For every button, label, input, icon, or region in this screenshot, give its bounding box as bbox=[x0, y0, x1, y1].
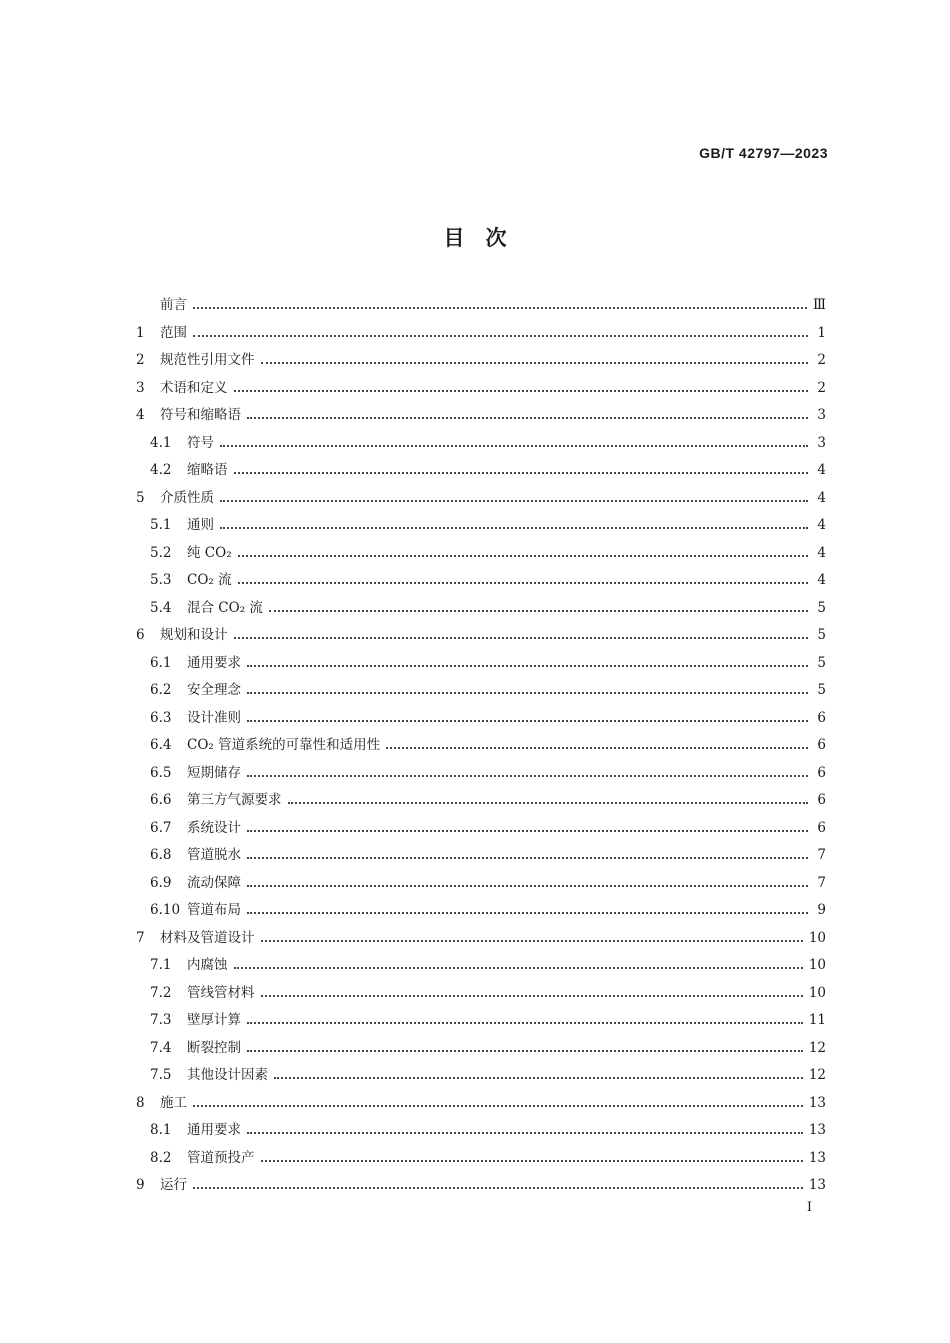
toc-entry-label: CO₂ 流 bbox=[187, 572, 232, 588]
dot-leader bbox=[193, 1187, 803, 1189]
toc-entry-number: 7.1 bbox=[150, 957, 172, 973]
dot-leader bbox=[247, 1050, 803, 1052]
dot-leader bbox=[193, 1105, 803, 1107]
toc-entry-page: 7 bbox=[817, 847, 826, 863]
toc-entry-page: 5 bbox=[817, 627, 826, 643]
toc-entry-number: 6.4 bbox=[150, 737, 172, 753]
toc-entry-label: 缩略语 bbox=[187, 462, 228, 478]
dot-leader bbox=[386, 747, 808, 749]
toc-entry[interactable] bbox=[136, 321, 826, 349]
toc-entry[interactable] bbox=[136, 981, 826, 1009]
dot-leader bbox=[220, 500, 808, 502]
toc-entry-page: 1 bbox=[817, 324, 826, 341]
dot-leader bbox=[261, 1160, 803, 1162]
toc-entry[interactable] bbox=[136, 1036, 826, 1064]
dot-leader bbox=[274, 1077, 803, 1079]
toc-entry[interactable] bbox=[136, 871, 826, 899]
toc-entry-number: 7.2 bbox=[150, 984, 172, 1001]
toc-entry[interactable] bbox=[136, 403, 826, 431]
toc-entry[interactable] bbox=[136, 651, 826, 679]
toc-entry-page: 6 bbox=[817, 737, 826, 753]
toc-entry-page: 3 bbox=[817, 434, 826, 451]
dot-leader bbox=[288, 802, 809, 804]
toc-entry[interactable] bbox=[136, 486, 826, 514]
dot-leader bbox=[193, 335, 808, 337]
toc-entry-page: 6 bbox=[817, 792, 826, 808]
dot-leader bbox=[238, 555, 808, 557]
toc-entry[interactable] bbox=[136, 1146, 826, 1174]
toc-entry-label: 壁厚计算 bbox=[187, 1012, 241, 1028]
toc-entry-page: 10 bbox=[808, 957, 826, 973]
toc-entry-number: 8.2 bbox=[150, 1149, 172, 1166]
toc-entry[interactable] bbox=[136, 293, 826, 321]
toc-entry-label: 管线管材料 bbox=[187, 984, 255, 1001]
toc-entry[interactable] bbox=[136, 733, 826, 761]
toc-entry-page: 13 bbox=[808, 1177, 826, 1193]
dot-leader bbox=[234, 637, 809, 639]
toc-entry-number: 6.6 bbox=[150, 792, 172, 808]
toc-entry[interactable] bbox=[136, 1118, 826, 1146]
toc-entry[interactable] bbox=[136, 596, 826, 624]
dot-leader bbox=[247, 692, 808, 694]
toc-entry-number: 2 bbox=[136, 352, 145, 368]
toc-entry-label: 管道预投产 bbox=[187, 1149, 255, 1166]
toc-entry-number: 6.10 bbox=[150, 902, 181, 918]
toc-entry-label: 其他设计因素 bbox=[187, 1067, 268, 1083]
dot-leader bbox=[238, 582, 808, 584]
toc-entry-label: 通用要求 bbox=[187, 1122, 241, 1138]
toc-entry[interactable] bbox=[136, 1008, 826, 1036]
toc-entry-label: 设计准则 bbox=[187, 709, 241, 726]
toc-entry-page: 13 bbox=[808, 1122, 826, 1138]
toc-entry-page: 6 bbox=[817, 764, 826, 781]
dot-leader bbox=[247, 775, 808, 777]
toc-entry[interactable] bbox=[136, 706, 826, 734]
toc-entry-number: 5 bbox=[136, 489, 145, 506]
toc-entry-label: 混合 CO₂ 流 bbox=[187, 599, 263, 616]
toc-entry-label: 断裂控制 bbox=[187, 1039, 241, 1056]
toc-entry-number: 4.1 bbox=[150, 434, 172, 451]
toc-entry-label: 前言 bbox=[160, 297, 187, 313]
toc-entry-number: 6.5 bbox=[150, 764, 172, 781]
toc-entry-label: 材料及管道设计 bbox=[160, 929, 255, 946]
toc-entry-number: 6.9 bbox=[150, 874, 172, 891]
toc-entry-page: 4 bbox=[817, 517, 826, 533]
toc-entry[interactable] bbox=[136, 816, 826, 844]
dot-leader bbox=[234, 472, 809, 474]
toc-entry-number: 8.1 bbox=[150, 1122, 172, 1138]
toc-entry-page: 11 bbox=[808, 1012, 826, 1028]
toc-entry-page: 6 bbox=[817, 709, 826, 726]
toc-entry-label: 管道脱水 bbox=[187, 847, 241, 863]
toc-entry-number: 7.4 bbox=[150, 1039, 172, 1056]
page-number: I bbox=[806, 1200, 812, 1215]
toc-entry-number: 6.3 bbox=[150, 709, 172, 726]
dot-leader bbox=[247, 1022, 803, 1024]
toc-entry[interactable] bbox=[136, 1173, 826, 1201]
toc-entry-label: 内腐蚀 bbox=[187, 957, 228, 973]
toc-entry-number: 6 bbox=[136, 627, 145, 643]
dot-leader bbox=[247, 665, 808, 667]
toc-entry[interactable] bbox=[136, 761, 826, 789]
toc-entry-number: 7 bbox=[136, 929, 145, 946]
toc-entry-page: 3 bbox=[817, 407, 826, 423]
toc-entry-number: 7.5 bbox=[150, 1067, 172, 1083]
toc-entry[interactable] bbox=[136, 788, 826, 816]
toc-entry-page: 4 bbox=[817, 462, 826, 478]
toc-entry-number: 4 bbox=[136, 407, 145, 423]
toc-entry[interactable] bbox=[136, 1063, 826, 1091]
toc-entry-label: CO₂ 管道系统的可靠性和适用性 bbox=[187, 737, 381, 753]
toc-entry-label: 通则 bbox=[187, 517, 214, 533]
toc-entry-number: 6.7 bbox=[150, 819, 172, 836]
toc-entry-number: 5.2 bbox=[150, 544, 172, 561]
toc-entry[interactable] bbox=[136, 1091, 826, 1119]
toc-entry-number: 1 bbox=[136, 324, 145, 341]
toc-entry-label: 第三方气源要求 bbox=[187, 792, 282, 808]
toc-entry-number: 6.2 bbox=[150, 682, 172, 698]
toc-entry-number: 5.1 bbox=[150, 517, 172, 533]
toc-entry[interactable] bbox=[136, 431, 826, 459]
toc-entry-page: 9 bbox=[817, 902, 826, 918]
toc-entry-label: 规范性引用文件 bbox=[160, 352, 255, 368]
toc-entry[interactable] bbox=[136, 568, 826, 596]
toc-entry-page: 4 bbox=[817, 489, 826, 506]
toc-entry-page: 6 bbox=[817, 819, 826, 836]
dot-leader bbox=[261, 940, 803, 942]
toc-entry[interactable] bbox=[136, 348, 826, 376]
toc-entry-page: Ⅲ bbox=[812, 297, 826, 313]
dot-leader bbox=[247, 720, 808, 722]
toc-entry-page: 7 bbox=[817, 874, 826, 891]
toc-entry[interactable] bbox=[136, 898, 826, 926]
toc-entry-number: 4.2 bbox=[150, 462, 172, 478]
table-of-contents bbox=[136, 293, 826, 1201]
toc-entry[interactable] bbox=[136, 678, 826, 706]
toc-entry-page: 4 bbox=[817, 544, 826, 561]
toc-entry-page: 10 bbox=[808, 984, 826, 1001]
toc-entry-page: 5 bbox=[817, 654, 826, 671]
standard-number: GB/T 42797—2023 bbox=[699, 145, 828, 161]
toc-entry[interactable] bbox=[136, 376, 826, 404]
toc-entry-label: 符号和缩略语 bbox=[160, 407, 241, 423]
toc-entry-label: 短期储存 bbox=[187, 764, 241, 781]
toc-entry-page: 5 bbox=[817, 599, 826, 616]
toc-entry[interactable] bbox=[136, 458, 826, 486]
toc-entry-page: 4 bbox=[817, 572, 826, 588]
toc-entry-label: 安全理念 bbox=[187, 682, 241, 698]
toc-entry-label: 运行 bbox=[160, 1177, 187, 1193]
toc-entry[interactable] bbox=[136, 541, 826, 569]
dot-leader bbox=[193, 307, 807, 309]
toc-entry-label: 通用要求 bbox=[187, 654, 241, 671]
dot-leader bbox=[220, 445, 808, 447]
toc-entry-label: 系统设计 bbox=[187, 819, 241, 836]
dot-leader bbox=[247, 857, 808, 859]
toc-entry[interactable] bbox=[136, 843, 826, 871]
toc-entry-number: 6.8 bbox=[150, 847, 172, 863]
toc-entry-number: 6.1 bbox=[150, 654, 172, 671]
dot-leader bbox=[269, 610, 808, 612]
toc-entry-page: 10 bbox=[808, 929, 826, 946]
toc-entry-label: 规划和设计 bbox=[160, 627, 228, 643]
toc-title: 目 次 bbox=[443, 226, 507, 250]
toc-entry[interactable] bbox=[136, 623, 826, 651]
dot-leader bbox=[247, 1132, 803, 1134]
toc-entry-page: 12 bbox=[808, 1039, 826, 1056]
toc-entry-number: 7.3 bbox=[150, 1012, 172, 1028]
dot-leader bbox=[234, 390, 809, 392]
toc-entry-label: 流动保障 bbox=[187, 874, 241, 891]
toc-entry-label: 纯 CO₂ bbox=[187, 544, 232, 561]
toc-entry-label: 术语和定义 bbox=[160, 379, 228, 396]
dot-leader bbox=[247, 417, 808, 419]
toc-entry-number: 5.4 bbox=[150, 599, 172, 616]
toc-entry-number: 3 bbox=[136, 379, 145, 396]
toc-entry-page: 2 bbox=[817, 379, 826, 396]
dot-leader bbox=[220, 527, 808, 529]
toc-entry-number: 9 bbox=[136, 1177, 145, 1193]
dot-leader bbox=[247, 830, 808, 832]
toc-entry-page: 13 bbox=[808, 1094, 826, 1111]
toc-entry-label: 介质性质 bbox=[160, 489, 214, 506]
dot-leader bbox=[261, 995, 803, 997]
toc-entry[interactable] bbox=[136, 926, 826, 954]
dot-leader bbox=[247, 912, 808, 914]
toc-entry-label: 范围 bbox=[160, 324, 187, 341]
toc-entry-page: 5 bbox=[817, 682, 826, 698]
dot-leader bbox=[261, 362, 809, 364]
dot-leader bbox=[234, 967, 803, 969]
toc-entry-page: 2 bbox=[817, 352, 826, 368]
toc-entry[interactable] bbox=[136, 953, 826, 981]
toc-entry-label: 施工 bbox=[160, 1094, 187, 1111]
dot-leader bbox=[247, 885, 808, 887]
toc-entry-number: 8 bbox=[136, 1094, 145, 1111]
toc-entry[interactable] bbox=[136, 513, 826, 541]
toc-entry-label: 符号 bbox=[187, 434, 214, 451]
toc-entry-number: 5.3 bbox=[150, 572, 172, 588]
toc-entry-page: 13 bbox=[808, 1149, 826, 1166]
toc-entry-label: 管道布局 bbox=[187, 902, 241, 918]
toc-entry-page: 12 bbox=[808, 1067, 826, 1083]
